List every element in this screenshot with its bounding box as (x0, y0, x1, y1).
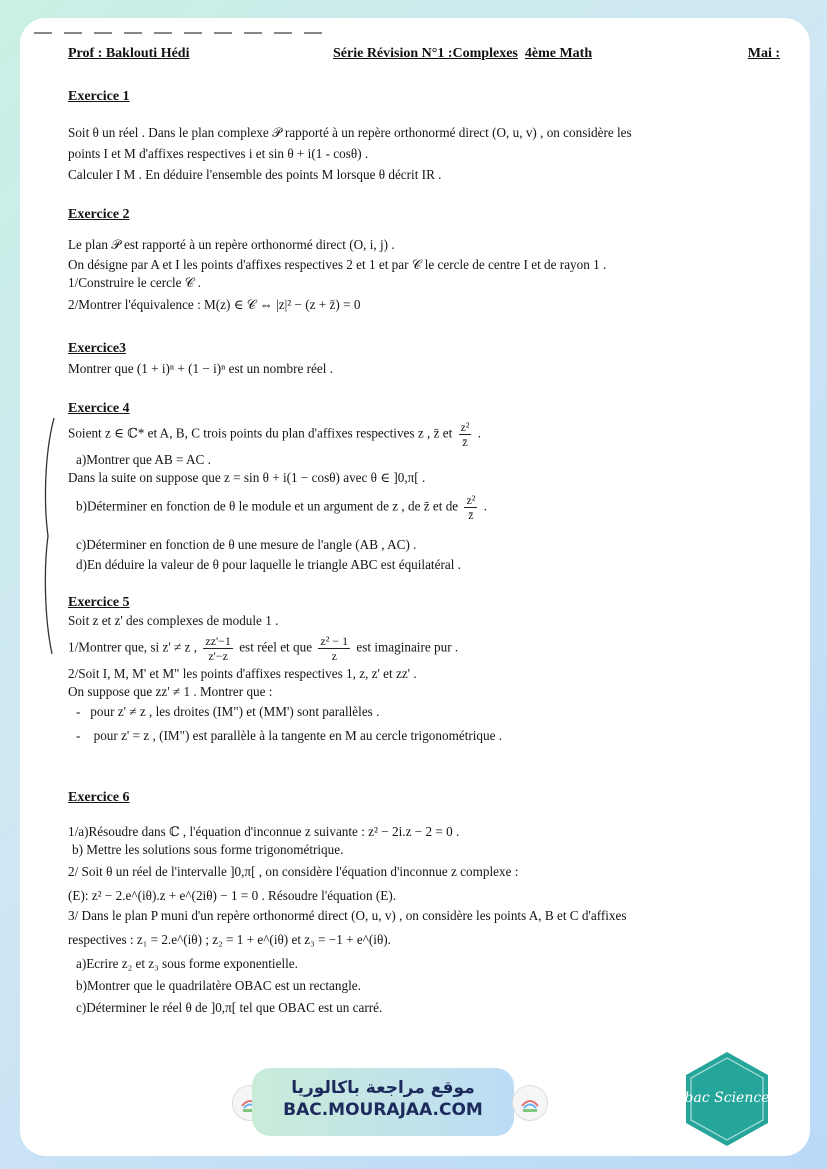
document-header (68, 46, 788, 68)
ex6-line: b)Montrer que le quadrilatère OBAC est un rectangle. (76, 978, 361, 993)
document-page (20, 18, 810, 1156)
niveau-label: 4ème Math (524, 46, 593, 61)
exercise-3-title: Exercice3 (68, 341, 127, 356)
site-logo-right-icon (512, 1085, 548, 1121)
ex2-line: Le plan 𝒫 est rapporté à un repère orthonormé direct (O, i, j) . (68, 237, 395, 252)
site-url-link[interactable]: BAC.MOURAJAA.COM (283, 1100, 483, 1120)
site-banner[interactable] (252, 1068, 514, 1136)
ex5-bullet: - pour z' = z , (IM") est parallèle à la tangente en M au cercle trigonométrique . (76, 728, 503, 743)
ex4-a: a)Montrer que AB = AC . (76, 452, 211, 467)
serie-label: Série Révision N°1 :Complexes (333, 46, 518, 61)
ex2-line: On désigne par A et I les points d'affixes respectives 2 et 1 et par 𝒞 le cercle de centre I et de rayon 1 . (68, 257, 607, 272)
exercise-4-title: Exercice 4 (68, 401, 130, 416)
ex4-suite: Dans la suite on suppose que z = sin θ + i(1 − cosθ) avec θ ∈ ]0,π[ . (68, 470, 426, 485)
ex6-line: respectives : z₁ = 2.e^(iθ) ; z₂ = 1 + e^(iθ) et z₃ = −1 + e^(iθ). (68, 932, 391, 947)
exercise-list (68, 88, 788, 1017)
ex5-line: Soit z et z' des complexes de module 1 . (68, 613, 279, 628)
frac-den: z̄ (462, 435, 468, 449)
exercise-5 (68, 594, 788, 745)
margin-brace-mark (42, 416, 56, 656)
ex5-q1b: est réel et que (239, 639, 313, 655)
ex4-d: d)En déduire la valeur de θ pour laquelle le triangle ABC est équilatéral . (76, 557, 461, 572)
frac-den: z'−z (208, 649, 228, 663)
ex4-c: c)Déterminer en fonction de θ une mesure de l'angle (AB , AC) . (76, 537, 417, 552)
fraction (459, 420, 472, 449)
ex2-line: 2/Montrer l'équivalence : M(z) ∈ 𝒞 ⇔ |z|² − (z + z̄) = 0 (68, 297, 361, 312)
ex1-line: points I et M d'affixes respectives i et sin θ + i(1 - cosθ) . (68, 146, 369, 161)
exercise-1 (68, 88, 788, 184)
exercise-6 (68, 789, 788, 1017)
ex6-line: a)Ecrire z₂ et z₃ sous forme exponentielle. (76, 956, 298, 971)
ex4-b: b)Déterminer en fonction de θ le module et un argument de z , de z̄ et de $\frac{\text{z²}}{z̄}$ . (76, 493, 487, 522)
prof-name: Prof : Baklouti Hédi (68, 46, 190, 61)
frac-den: z̄ (468, 508, 474, 522)
fraction (464, 493, 477, 522)
scan-artifact (34, 32, 324, 34)
frac-num: zz'−1 (205, 634, 231, 648)
ex5-line: 2/Soit I, M, M' et M" les points d'affixes respectives 1, z, z' et zz' . (68, 666, 417, 681)
exercise-2-title: Exercice 2 (68, 207, 130, 222)
ex6-line: c)Déterminer le réel θ de ]0,π[ tel que OBAC est un carré. (76, 1000, 383, 1015)
ex6-line: b) Mettre les solutions sous forme trigonométrique. (72, 842, 344, 857)
ex2-line: 1/Construire le cercle 𝒞 . (68, 275, 202, 290)
frac-num: z² (460, 420, 470, 434)
ex1-line: Calculer I M . En déduire l'ensemble des points M lorsque θ décrit IR . (68, 167, 442, 182)
frac-den: z (331, 649, 337, 663)
ex5-q1a: 1/Montrer que, si z' ≠ z , (68, 639, 198, 655)
exercise-6-title: Exercice 6 (68, 790, 130, 805)
month-label: Mai : (747, 46, 780, 61)
ex6-line: 3/ Dans le plan P muni d'un repère orthonormé direct (O, u, v) , on considère les points A, B et C d'affixes (68, 908, 627, 923)
ex3-line: Montrer que (1 + i)ⁿ + (1 − i)ⁿ est un nombre réel . (68, 361, 333, 376)
ex4-b-text: b)Déterminer en fonction de θ le module et un argument de z , de z̄ et de (76, 498, 459, 514)
logo-text: bac Science (684, 1090, 770, 1106)
ex6-line: 1/a)Résoudre dans ℂ , l'équation d'inconnue z suivante : z² − 2i.z − 2 = 0 . (68, 824, 460, 839)
ex6-line: 2/ Soit θ un réel de l'intervalle ]0,π[ , on considère l'équation d'inconnue z complexe : (68, 864, 519, 879)
serie-title (333, 46, 592, 62)
exercise-3 (68, 340, 788, 378)
exercise-5-title: Exercice 5 (68, 595, 130, 610)
fraction (318, 634, 350, 663)
ex5-line (68, 634, 788, 663)
exercise-1-title: Exercice 1 (68, 89, 130, 104)
site-name-arabic: موقع مراجعة باكالوريا (291, 1078, 475, 1098)
frac-num: z² − 1 (320, 634, 349, 648)
fraction (203, 634, 233, 663)
ex4-intro: Soient z ∈ ℂ* et A, B, C trois points du plan d'affixes respectives z , z̄ et (68, 425, 453, 441)
ex1-line: Soit θ un réel . Dans le plan complexe 𝒫 rapporté à un repère orthonormé direct (O, u, v) , on considère les (68, 125, 632, 140)
ex5-line: On suppose que zz' ≠ 1 . Montrer que : (68, 684, 273, 699)
ex5-bullet: - pour z' ≠ z , les droites (IM") et (MM') sont parallèles . (76, 704, 380, 719)
ex5-bullet-text: pour z' ≠ z , les droites (IM") et (MM') sont parallèles . (90, 704, 380, 719)
ex4-line: Soient z ∈ ℂ* et A, B, C trois points du plan d'affixes respectives z , z̄ et $\frac{\text{z²}}{z̄}$ . (68, 420, 482, 449)
bac-science-logo (676, 1048, 778, 1150)
ex5-bullet-text: pour z' = z , (IM") est parallèle à la tangente en M au cercle trigonométrique . (93, 728, 503, 743)
ex6-line: (E): z² − 2.e^(iθ).z + e^(2iθ) − 1 = 0 . Résoudre l'équation (E). (68, 888, 397, 903)
frac-num: z² (466, 493, 476, 507)
ex5-q1c: est imaginaire pur . (356, 639, 459, 655)
exercise-4 (68, 400, 788, 574)
exercise-2 (68, 206, 788, 314)
